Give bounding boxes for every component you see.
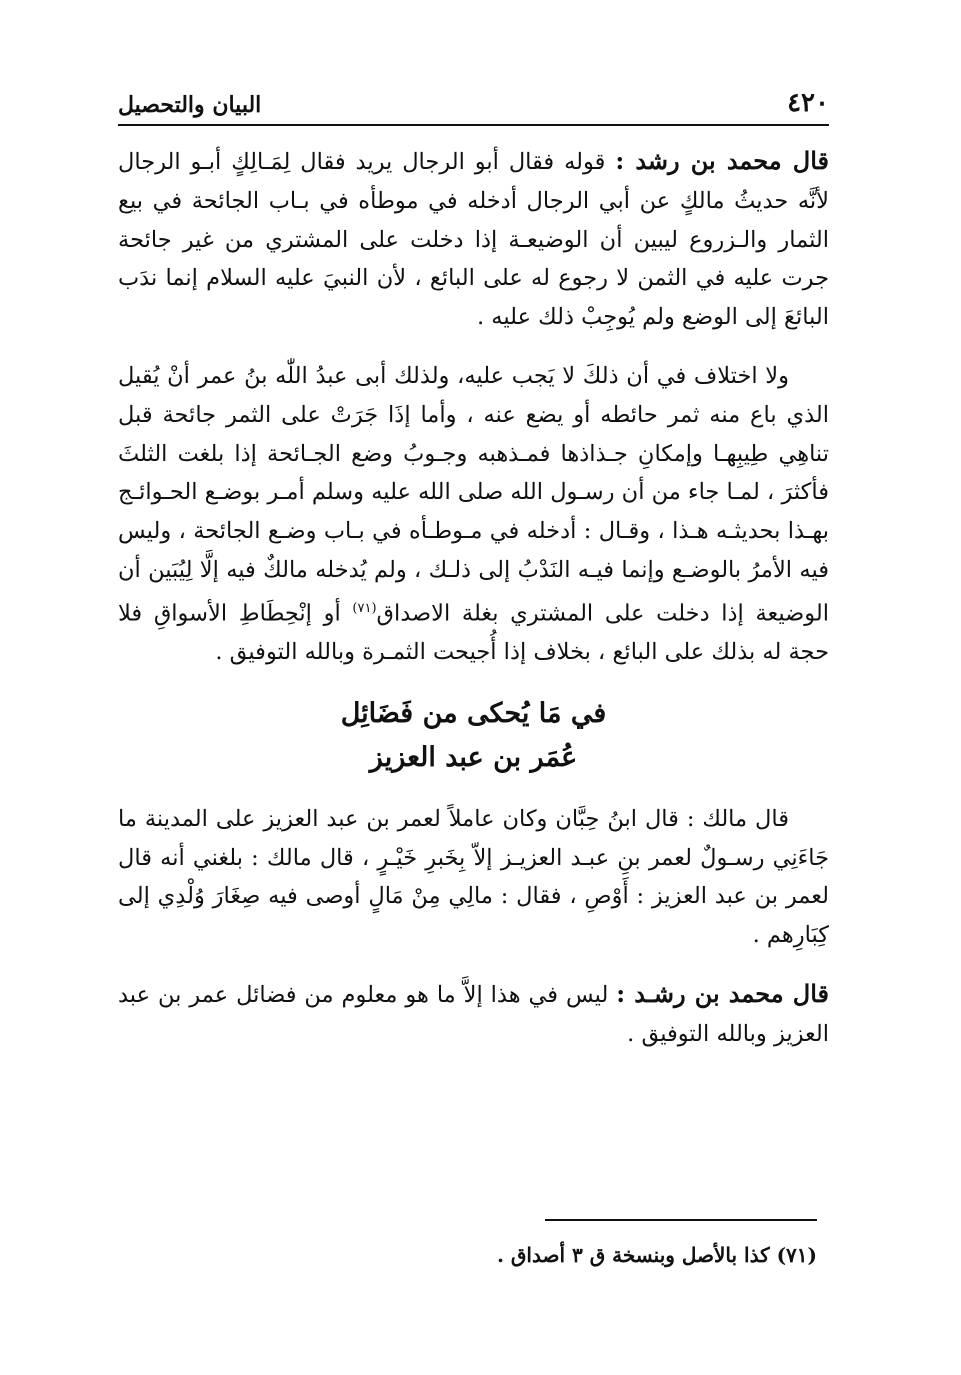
page-header [118, 86, 829, 126]
section-heading [118, 692, 829, 780]
body-text [118, 142, 829, 1074]
section-heading-line-1: في مَا يُحكى من فَضَائِل [340, 697, 607, 729]
paragraph-text: ليس في هذا إلاَّ ما هو معلوم من فضائل عمر بن عبد العزيز وبالله التوفيق . [118, 982, 829, 1047]
paragraph-text-continued: أو إنْحِطَاطِ الأسواقِ فلا حجة له بذلك على البائع ، بخلاف إذا أُجيحت الثمـرة وبالله التوفيق . [118, 600, 829, 666]
paragraph-4 [118, 975, 829, 1054]
paragraph-1 [118, 142, 829, 337]
paragraph-3 [118, 800, 829, 955]
paragraph-text: قال مالك : قال ابنُ حِبَّان وكان عاملاً لعمر بن عبد العزيز على المدينة ما جَاءَنِي رسـولٌ لعمر بنِ عبـد العزيـز إلاّ بِخَبرِ خَيْـرٍ ، قال مالك : بلغني أنه قال لعمر بن عبد العزيز : أَوْصِ ، فقال : مالِي مِنْ مَالٍ أوصى فيه صِغَارَ وُلْدِي إلى كِبَارِهم . [118, 805, 829, 949]
speaker-label: قال محمد بن رشد : [615, 146, 829, 175]
section-heading-line-2: عُمَر بن عبد العزيز [369, 741, 578, 773]
footnote-divider [545, 1219, 817, 1221]
running-title: البيان والتحصيل [118, 92, 262, 118]
paragraph-text: ولا اختلاف في أن ذلكَ لا يَجب عليه، ولذلك أبى عبدُ اللّٰه بنُ عمر أنْ يُقيل الذي باع منه ثمر حائطه أو يضع عنه ، وأما إذَا جَرَتْ على الثمر جائحة قبل تناهِي طِيبِهـا وإمكانِ جـذاذها فمـذهبه وجـوبُ وضع الجـائحة إذا بلغت الثلثَ فأكثرَ ، لمـا جاء من أن رسـول الله صلى الله عليه وسلم أمـر بوضـع الحـوائـج بهـذا بحديثـه هـذا ، وقـال : أدخله في مـوطـأه في بـاب وضـع الجائحة ، وليس فيه الأمرُ بالوضـع وإنما فيـه النَدْبُ إلى ذلـك ، ولم يُدخله مالكٌ فيه إلَّا لِيُبَين أن الوضيعة إذا دخلت على المشتري بغلة الاصداق [118, 362, 829, 627]
footnote-marker: (٧١) [352, 600, 377, 616]
paragraph-text: قوله فقال أبو الرجال يريد فقال لِمَـالِكٍ أبـو الرجال لأنَّه حديثُ مالكٍ عن أبي الرجال أدخله في موطأه في بـاب الجائحة في بيع الثمار والـزروع ليبين أن الوضيعـة إذا دخلت على المشتري من غير جائحة جرت عليه في الثمن لا رجوع له على البائع ، لأن النبيَ عليه السلام إنما ندَب البائعَ إلى الوضع ولم يُوجِبْ ذلك عليه . [118, 149, 829, 331]
page-number: ٤٢٠ [787, 88, 829, 118]
speaker-label: قال محمد بن رشـد : [616, 979, 829, 1009]
footnote: (٧١) كذا بالأصل وبنسخة ق ٣ أصداق . [496, 1243, 817, 1267]
paragraph-2 [118, 357, 829, 672]
